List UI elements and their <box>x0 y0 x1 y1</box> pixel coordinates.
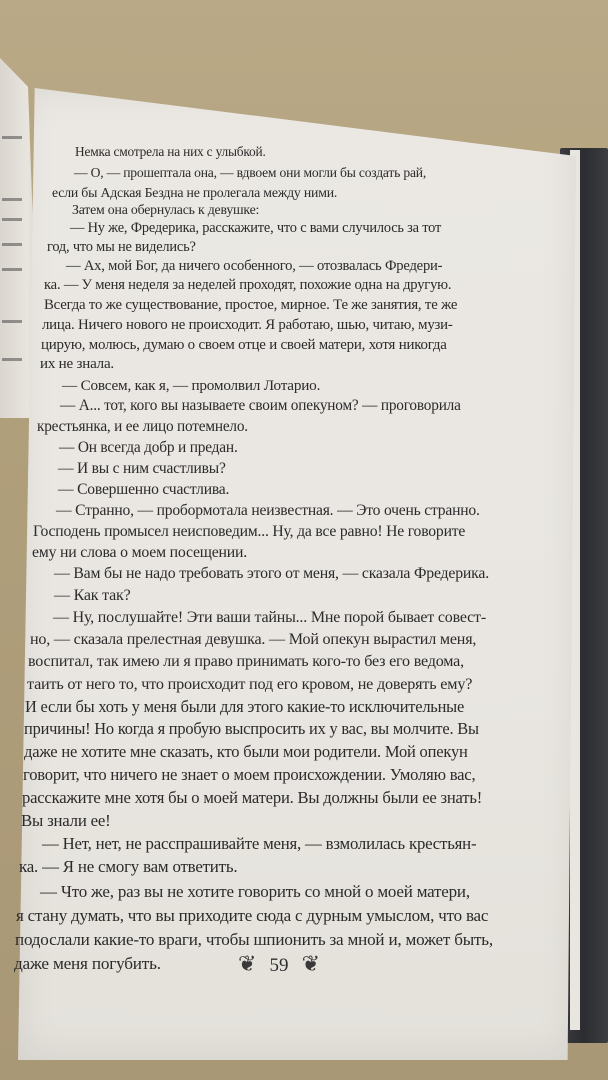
text-line: Немка смотрела на них с улыбкой. <box>75 144 266 159</box>
text-line: таить от него то, что происходит под его кровом, не доверять ему? <box>27 675 473 693</box>
text-line: И если бы хоть у меня были для этого какие-то исключительные <box>25 697 465 716</box>
text-line: я стану думать, что вы приходите сюда с дурным умыслом, что вас <box>16 906 489 925</box>
text-line: — Совершенно счастлива. <box>58 481 230 498</box>
text-line: если бы Адская Бездна не пролегала между ними. <box>52 185 338 200</box>
text-line: — Как так? <box>54 587 131 604</box>
text-line: Господень промысел неисповедим... Ну, да все равно! Не говорите <box>33 523 466 540</box>
text-line: — Он всегда добр и предан. <box>59 439 238 456</box>
text-line: даже меня погубить. <box>14 954 161 973</box>
text-line: говорит, что ничего не знает о моем происхождении. Умоляю вас, <box>23 765 476 784</box>
text-line: но, — сказала прелестная девушка. — Мой опекун вырастил меня, <box>30 631 477 648</box>
fleuron-left-icon: ❦ <box>238 951 257 976</box>
text-line: цирую, молюсь, думаю о своем отце и своей матери, хотя никогда <box>41 337 447 353</box>
text-line: — О, — прошептала она, — вдвоем они могли бы создать рай, <box>74 165 427 180</box>
text-line: — Нет, нет, не расспрашивайте меня, — взмолилась крестьян- <box>42 834 477 853</box>
text-line: — А... тот, кого вы называете своим опекуном? — проговорила <box>60 397 461 414</box>
text-line: их не знала. <box>40 356 114 372</box>
text-line: — Ну, послушайте! Эти ваши тайны... Мне порой бывает совест- <box>53 609 486 626</box>
text-line: подослали какие-то враги, чтобы шпионить за мной и, может быть, <box>15 930 493 949</box>
text-line: воспитал, так имею ли я право принимать кого-то без его ведома, <box>28 653 464 670</box>
fleuron-right-icon: ❦ <box>301 951 320 976</box>
text-line: — Что же, раз вы не хотите говорить со мной о моей матери, <box>40 882 470 901</box>
text-line: причины! Но когда я пробую выспросить их у вас, вы молчите. Вы <box>24 719 479 738</box>
text-line: год, что мы не виделись? <box>47 239 196 255</box>
text-line: — Странно, — пробормотала неизвестная. — Это очень странно. <box>56 502 480 519</box>
text-line: расскажите мне хотя бы о моей матери. Вы должны были ее знать! <box>22 788 483 807</box>
text-line: крестьянка, и ее лицо потемнело. <box>37 418 248 435</box>
page-footer <box>234 952 324 978</box>
text-line: Всегда то же существование, простое, мирное. Те же занятия, те же <box>44 297 458 313</box>
text-line: — Вам бы не надо требовать этого от меня, — сказала Фредерика. <box>54 565 489 582</box>
text-line: — Ах, мой Бог, да ничего особенного, — отозвалась Фредери- <box>66 258 443 274</box>
text-line: — И вы с ним счастливы? <box>58 460 226 477</box>
text-line: Вы знали ее! <box>21 811 111 830</box>
text-line: — Ну же, Фредерика, расскажите, что с вами случилось за тот <box>70 220 442 236</box>
text-line: Затем она обернулась к девушке: <box>72 202 260 217</box>
text-line: ему ни слова о моем посещении. <box>32 544 248 561</box>
text-line: даже не хотите мне сказать, кто были мои родители. Мой опекун <box>24 742 468 761</box>
text-line: ка. — У меня неделя за неделей проходят, похожие одна на другую. <box>44 277 452 293</box>
text-line: лица. Ничего нового не происходит. Я работаю, шью, читаю, музи- <box>42 317 453 333</box>
text-line: ка. — Я не смогу вам ответить. <box>19 857 238 876</box>
text-line: — Совсем, как я, — промолвил Лотарио. <box>62 377 321 394</box>
page-number: 59 <box>269 955 289 976</box>
